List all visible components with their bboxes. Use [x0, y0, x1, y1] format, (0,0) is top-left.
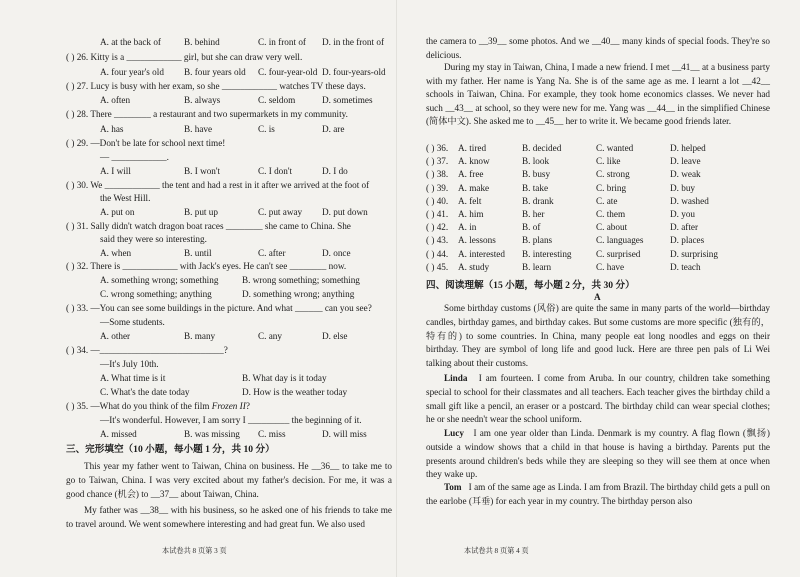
question-26: ( ) 26. Kitty is a ____________ girl, but she can draw very well.	[66, 52, 303, 62]
option: A. often	[100, 95, 131, 105]
linda-paragraph	[426, 372, 770, 427]
option: C. wanted	[596, 143, 634, 153]
option: A. What time is it	[100, 373, 166, 383]
question-35	[66, 401, 250, 412]
option: C. in front of	[258, 37, 306, 47]
lucy-text: I am one year older than Linda. Denmark is my country. A flag flown (飘扬) outside a window shows that a child in that house is having a birthday. Parents put the presents around children's beds while they are sleeping so they will see them at once when they wake up.	[426, 428, 770, 480]
option: C. miss	[258, 429, 286, 439]
option: B. until	[184, 248, 212, 258]
option: B. plans	[522, 235, 553, 246]
option: B. many	[184, 331, 216, 341]
option: B. always	[184, 95, 221, 105]
option: C. surprised	[596, 248, 641, 259]
passage-label: A	[594, 292, 601, 302]
option: B. four years old	[184, 67, 246, 77]
option: D. buy	[670, 182, 696, 193]
question-29-reply: — ____________.	[100, 152, 169, 162]
option: D. sometimes	[322, 95, 373, 105]
option: A. I will	[100, 166, 131, 176]
speaker-name: Tom	[444, 482, 462, 492]
question-27: ( ) 27. Lucy is busy with her exam, so she ____________ watches TV these days.	[66, 81, 366, 91]
lucy-paragraph	[426, 427, 770, 482]
option: A. missed	[100, 429, 137, 439]
question-35-reply: —It's wonderful. However, I am sorry I _________ the beginning of it.	[100, 415, 362, 425]
question-number: ( ) 43.	[426, 235, 449, 246]
option: A. him	[458, 209, 484, 219]
option: D. four-years-old	[322, 67, 386, 77]
option: A. at the back of	[100, 37, 161, 47]
question-number: ( ) 45.	[426, 261, 449, 272]
option: A. in	[458, 222, 477, 233]
section-3-heading: 三、完形填空（10 小题，每小题 1 分，共 10 分）	[66, 444, 275, 455]
question-number: ( ) 42.	[426, 222, 449, 233]
option: A. make	[458, 182, 490, 193]
option: C. ate	[596, 195, 618, 206]
option: B. was missing	[184, 429, 240, 439]
option: C. seldom	[258, 95, 296, 105]
option: C. put away	[258, 207, 303, 217]
option: B. behind	[184, 37, 220, 47]
option: D. once	[322, 248, 351, 258]
option: D. something wrong; anything	[242, 289, 355, 299]
option: D. washed	[670, 195, 709, 206]
option: A. has	[100, 124, 124, 134]
question-number: ( ) 44.	[426, 248, 449, 259]
question-30-cont: the West Hill.	[100, 193, 151, 203]
option: D. teach	[670, 261, 701, 272]
cloze-paragraph-3: During my stay in Taiwan, China, I made a new friend. I met __41__ at a business party with my father. Her name is Yang Na. She is of the same age as me. I learnt a lot __42__ schools in Taiwan, China. For example, they took home economics classes. We never had such __43__ at school, so they were new for me. Yang was __44__ in the simplified Chinese (简体中文). She asked me to __45__ her to write it. We became good friends later.	[426, 62, 770, 127]
cloze-paragraph-2: My father was __38__ with his business, so he asked one of his friends to take me to travel around. We went somewhere interesting and had great fun. We also used	[66, 505, 392, 530]
reading-intro: Some birthday customs (风俗) are quite the same in many parts of the world—birthday candles, birthday games, and birthday cakes. But some customs are more specific (独有的，特有的) to some countries. In China, many people eat long noodles and eggs on their birthday. They are symbol of long life and good luck. Here are three pen pals of Li Wei talking about their customs.	[426, 303, 770, 369]
option: D. surprising	[670, 248, 718, 259]
question-number: ( ) 41.	[426, 209, 449, 219]
option: B. look	[522, 156, 550, 167]
option: B. busy	[522, 169, 551, 180]
option: B. I won't	[184, 166, 221, 176]
option: A. know	[458, 156, 490, 167]
tom-paragraph	[426, 481, 770, 509]
question-number: ( ) 40.	[426, 195, 449, 206]
option: C. is	[258, 124, 275, 134]
question-33: ( ) 33. —You can see some buildings in the picture. And what ______ can you see?	[66, 303, 372, 313]
page-seam	[396, 0, 397, 577]
option: C. languages	[596, 235, 644, 246]
option: D. put down	[322, 207, 368, 217]
option: A. something wrong; something	[100, 275, 219, 285]
option: D. in the front of	[322, 37, 385, 47]
option: D. are	[322, 124, 345, 134]
option: A. put on	[100, 207, 135, 217]
page-footer: 本试卷共 8 页第 4 页	[464, 547, 529, 555]
option: D. after	[670, 222, 699, 233]
option: B. put up	[184, 207, 218, 217]
film-title: Frozen II	[211, 401, 246, 411]
option: B. drank	[522, 195, 554, 206]
speaker-name: Linda	[444, 373, 468, 383]
option: B. What day is it today	[242, 373, 327, 383]
speaker-name: Lucy	[444, 428, 464, 438]
question-number: ( ) 38.	[426, 169, 449, 180]
question-32: ( ) 32. There is ____________ with Jack's eyes. He can't see ________ now.	[66, 261, 347, 271]
question-30: ( ) 30. We ____________ the tent and had a rest in it after we arrived at the foot of	[66, 180, 370, 190]
option: A. lessons	[458, 235, 496, 246]
question-29: ( ) 29. —Don't be late for school next time!	[66, 138, 226, 148]
option: B. interesting	[522, 248, 572, 259]
option: C. wrong something; anything	[100, 289, 212, 299]
option: A. other	[100, 331, 131, 341]
option: C. any	[258, 331, 282, 341]
question-31: ( ) 31. Sally didn't watch dragon boat races ________ she came to China. She	[66, 221, 351, 231]
option: D. weak	[670, 169, 701, 180]
option: B. decided	[522, 143, 562, 153]
option: A. interested	[458, 248, 505, 259]
option: D. I do	[322, 166, 348, 176]
cloze-paragraph-1: This year my father went to Taiwan, China on business. He __36__ to take me to go to Taiwan, China. I was very excited about my father's decision. For me, it was a good chance (机会) to __37__ about Taiwan, China.	[66, 461, 392, 500]
option: B. have	[184, 124, 213, 134]
linda-text: I am fourteen. I come from Aruba. In our country, children take something special to school for their classmates and all teachers. Each teacher gives the birthday child a small gift like a pencil, an eraser or a postcard. The birthday child can wear special clothes; he or she needn't wear the school uniform.	[426, 373, 770, 425]
option: C. them	[596, 209, 626, 219]
option: C. four-year-old	[258, 67, 318, 77]
option: C. like	[596, 156, 621, 167]
option: B. learn	[522, 261, 552, 272]
question-number: ( ) 39.	[426, 182, 449, 193]
question-number: ( ) 36.	[426, 143, 449, 153]
option: B. take	[522, 182, 549, 193]
option: A. four year's old	[100, 67, 164, 77]
option: C. What's the date today	[100, 387, 190, 397]
tom-text: I am of the same age as Linda. I am from Brazil. The birthday child gets a pull on the earlobe (耳垂) for each year in my country. The birthday person also	[426, 482, 770, 506]
option: C. have	[596, 261, 625, 272]
option: C. about	[596, 222, 628, 233]
option: D. will miss	[322, 429, 367, 439]
option: B. wrong something; something	[242, 275, 360, 285]
cloze-paragraph-cont: the camera to __39__ some photos. And we __40__ many kinds of special foods. They're so delicious.	[426, 36, 770, 61]
question-28: ( ) 28. There ________ a restaurant and two supermarkets in my community.	[66, 109, 348, 119]
question-31-cont: said they were so interesting.	[100, 234, 207, 244]
option: A. free	[458, 169, 484, 180]
option: D. helped	[670, 143, 706, 153]
option: D. How is the weather today	[242, 387, 348, 397]
option: A. when	[100, 248, 132, 258]
option: D. else	[322, 331, 348, 341]
option: A. tired	[458, 143, 487, 153]
option: D. leave	[670, 156, 701, 167]
option: B. of	[522, 222, 541, 233]
question-33-reply: —Some students.	[100, 317, 165, 327]
question-number: ( ) 37.	[426, 156, 449, 167]
option: B. her	[522, 209, 545, 219]
left-page	[0, 0, 392, 577]
question-34: ( ) 34. —___________________________?	[66, 345, 228, 355]
option: C. after	[258, 248, 286, 258]
page-footer: 本试卷共 8 页第 3 页	[162, 547, 227, 555]
question-34-reply: —It's July 10th.	[100, 359, 159, 369]
option: D. places	[670, 235, 705, 246]
option: A. study	[458, 261, 490, 272]
option: C. strong	[596, 169, 630, 180]
option: D. you	[670, 209, 696, 219]
option: C. I don't	[258, 166, 293, 176]
option: A. felt	[458, 195, 482, 206]
section-4-heading: 四、阅读理解（15 小题，每小题 2 分，共 30 分）	[426, 280, 635, 291]
question-35-mark: ?	[245, 401, 250, 411]
right-page	[400, 0, 792, 577]
question-35-text: ( ) 35. —What do you think of the film	[66, 401, 212, 411]
option: C. bring	[596, 182, 627, 193]
